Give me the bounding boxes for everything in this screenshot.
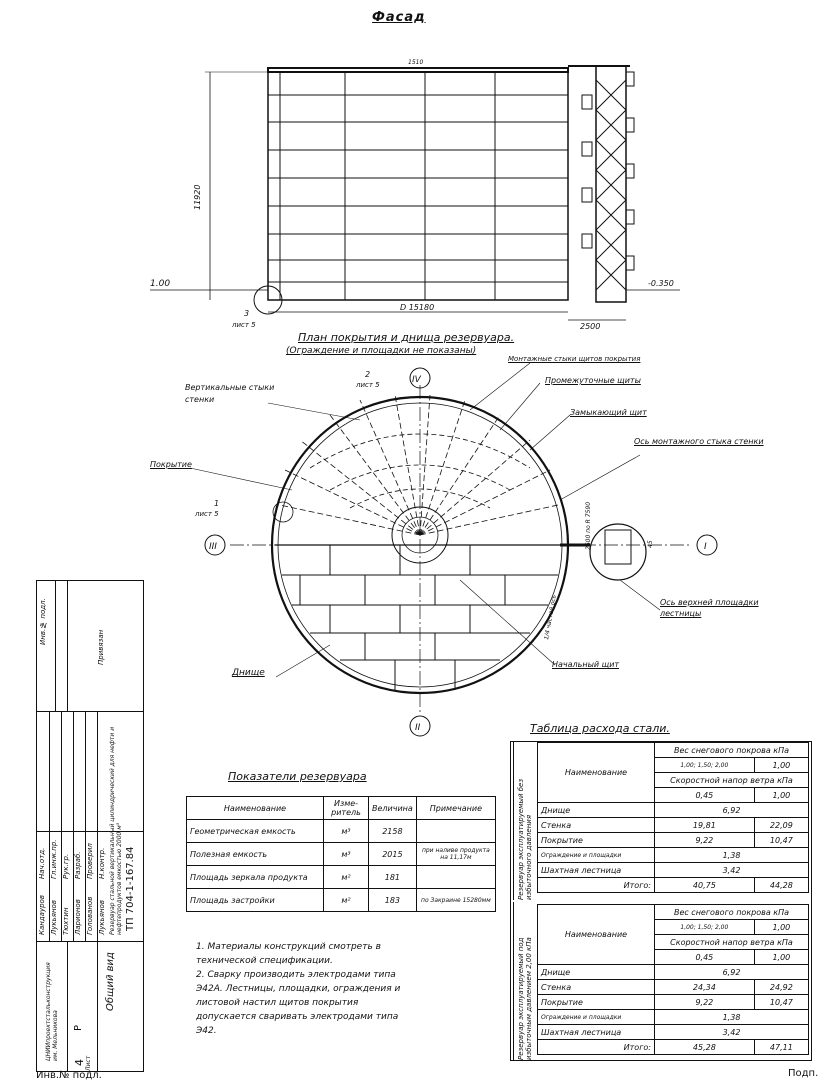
table-row (538, 1010, 809, 1025)
sheet-title: Общий вид (105, 952, 116, 1011)
role: Гл.инж.пр. (50, 839, 58, 879)
name: Голованов (86, 896, 94, 935)
label-axis-platform: Ось верхней площадки лестницы (660, 598, 759, 618)
header-unit: Изме- ритель (324, 797, 369, 820)
steel-snow-header: Вес снегового покрова кПа (655, 743, 809, 758)
steel-name-header: Наименование (538, 743, 655, 803)
title-block (36, 580, 144, 1072)
row-unit: м³ (324, 843, 369, 866)
row-value: 6,92 (655, 965, 809, 980)
label-intermediate: Промежуточные щиты (545, 376, 641, 385)
name: Лукьянов (98, 900, 106, 935)
label-vertical-joints: Вертикальные стыки стенки (185, 383, 275, 404)
label-axis-joint: Ось монтажного стыка стенки (634, 437, 764, 446)
steel-wind-a: 0,45 (655, 950, 755, 965)
row-unit: м³ (324, 820, 369, 843)
steel-name-header: Наименование (538, 905, 655, 965)
table-row (538, 995, 809, 1010)
table-row (538, 803, 809, 818)
name: Лукьянов (50, 900, 58, 935)
table-row (538, 1040, 809, 1055)
title-block-top (37, 581, 143, 712)
facade-elevation (150, 66, 680, 320)
row-value: 6,92 (655, 803, 809, 818)
header-value: Величина (369, 797, 417, 820)
steel-side-label-2: Резервуар эксплуатируемый под избыточным давлением 2,00 кПа (513, 902, 536, 1060)
plan-node-sheet: лист 5 (195, 510, 219, 518)
steel-wind-a: 0,45 (655, 788, 755, 803)
row-value-b: 24,92 (754, 980, 808, 995)
row-value: 181 (369, 866, 417, 889)
total-a: 45,28 (655, 1040, 755, 1055)
table-header-row (187, 797, 496, 820)
row-unit: м² (324, 889, 369, 912)
row-name: Площадь зеркала продукта (187, 866, 324, 889)
row-value-b: 10,47 (754, 995, 808, 1010)
table-row (538, 878, 809, 893)
col-sheet: Лист (85, 1055, 92, 1071)
steel-snow-a: 1,00; 1,50; 2,00 (655, 920, 755, 935)
axis-label-3: III (209, 542, 217, 552)
label-bottom: Днище (232, 668, 265, 678)
steel-snow-header: Вес снегового покрова кПа (655, 905, 809, 920)
label-roof: Покрытие (150, 460, 192, 469)
row-name: Стенка (538, 818, 655, 833)
row-value-a: 19,81 (655, 818, 755, 833)
facade-callout-num: 3 (244, 309, 250, 318)
steel-wind-header: Скоростной напор ветра кПа (655, 935, 809, 950)
row-value: 2015 (369, 843, 417, 866)
stage-value: Р (73, 1024, 84, 1031)
inv-label: Инв.№ подл. (39, 598, 47, 645)
steel-wind-b: 1,00 (754, 788, 808, 803)
table-row (538, 848, 809, 863)
label-start-shield: Начальный щит (552, 660, 620, 669)
row-value-a: 9,22 (655, 833, 755, 848)
axis-label-4: IV (412, 375, 421, 385)
table-row (187, 820, 496, 843)
doc-code: ТП 704-1-167.84 (125, 846, 136, 931)
facade-level-left: 1.00 (150, 279, 171, 289)
row-name: Полезная емкость (187, 843, 324, 866)
plan-node-ref: 1 (214, 499, 220, 508)
table-row (538, 965, 809, 980)
steel-side-label-1: Резервуар эксплуатируемый без избыточного давления (513, 742, 536, 900)
row-name: Стенка (538, 980, 655, 995)
row-name: Шахтная лестница (538, 1025, 655, 1040)
org-name: ЦНИИпроектстальконструкция им. Мельникова (45, 962, 59, 1061)
plan-view (190, 363, 717, 736)
label-mounting-joints: Монтажные стыки щитов покрытия (508, 355, 641, 363)
plan-cut-ref: 2 (365, 370, 371, 379)
plan-dim-unit: 1/4 частей ось (543, 594, 558, 641)
footer-left-label: Инв.№ подл. (36, 1070, 102, 1081)
role: Н.контр. (98, 847, 106, 879)
row-name: Площадь застройки (187, 889, 324, 912)
steel-table (510, 741, 812, 1061)
row-note: по Закраине 15280мм (416, 889, 495, 912)
row-value: 3,42 (655, 1025, 809, 1040)
row-name: Геометрическая емкость (187, 820, 324, 843)
table-row (187, 889, 496, 912)
table-row (187, 843, 496, 866)
row-value: 183 (369, 889, 417, 912)
row-value: 3,42 (655, 863, 809, 878)
copy-label: Привязан (97, 629, 105, 665)
facade-level-right: -0.350 (648, 279, 674, 288)
row-name: Ограждение и площадки (538, 1010, 655, 1025)
steel-block-2 (537, 904, 809, 1055)
steel-snow-b: 1,00 (754, 758, 808, 773)
row-value: 2158 (369, 820, 417, 843)
role: Разраб. (74, 851, 82, 879)
plan-dim-2600: 2600 по R 7590 (585, 501, 592, 550)
row-value-b: 10,47 (754, 833, 808, 848)
notes-block (196, 940, 421, 1038)
total-b: 47,11 (754, 1040, 808, 1055)
row-name: Днище (538, 803, 655, 818)
name: Тюхтин (62, 907, 70, 935)
total-b: 44,28 (754, 878, 808, 893)
label-closing: Замыкающий щит (570, 408, 647, 417)
steel-snow-a: 1,00; 1,50; 2,00 (655, 758, 755, 773)
facade-callout-sheet: лист 5 (232, 321, 256, 329)
total-label: Итого: (538, 1040, 655, 1055)
total-label: Итого: (538, 878, 655, 893)
facade-top-dim: 1510 (408, 59, 424, 66)
sheet-number: 4 (73, 1059, 86, 1066)
footer-right-label: Подп. (788, 1068, 819, 1079)
row-name: Покрытие (538, 833, 655, 848)
steel-title: Таблица расхода стали. (530, 722, 670, 735)
indicators-title: Показатели резервуара (228, 770, 367, 783)
facade-diameter-dim: D 15180 (400, 303, 435, 312)
row-value-a: 24,34 (655, 980, 755, 995)
steel-wind-header: Скоростной напор ветра кПа (655, 773, 809, 788)
facade-title: Фасад (372, 10, 426, 25)
row-name: Покрытие (538, 995, 655, 1010)
role: Рук.гр. (62, 853, 70, 879)
doc-description: Резервуар стальной вертикальный цилиндрический для нефти и нефтепродуктов емкостью 2000 м³ (109, 726, 123, 935)
axis-label-1: I (704, 542, 707, 552)
facade-offset-dim: 2500 (580, 322, 601, 331)
note-1: 1. Материалы конструкций смотреть в технической спецификации. (196, 942, 381, 966)
role: Проверил (86, 843, 94, 879)
plan-title: План покрытия и днища резервуара. (298, 331, 515, 344)
role: Нач.отд. (38, 847, 46, 879)
table-row (538, 833, 809, 848)
name: Ларионов (74, 899, 82, 935)
row-value: 1,38 (655, 848, 809, 863)
header-note: Примечание (416, 797, 495, 820)
table-row (538, 863, 809, 878)
table-row (538, 980, 809, 995)
row-name: Днище (538, 965, 655, 980)
steel-snow-b: 1,00 (754, 920, 808, 935)
row-value-a: 9,22 (655, 995, 755, 1010)
plan-dim-small: 45 (647, 540, 654, 548)
table-row (538, 818, 809, 833)
row-note: при наливе продукта на 11,17м (416, 843, 495, 866)
steel-block-1 (537, 742, 809, 893)
table-row (538, 1025, 809, 1040)
row-note (416, 866, 495, 889)
row-name: Шахтная лестница (538, 863, 655, 878)
row-unit: м² (324, 866, 369, 889)
header-name: Наименование (187, 797, 324, 820)
name: Кандауров (38, 895, 46, 935)
row-value: 1,38 (655, 1010, 809, 1025)
plan-subtitle: (Ограждение и площадки не показаны) (286, 346, 477, 356)
total-a: 40,75 (655, 878, 755, 893)
axis-label-2: II (415, 723, 421, 733)
table-row (187, 866, 496, 889)
row-value-b: 22,09 (754, 818, 808, 833)
note-2: 2. Сварку производить электродами типа Э42А. Лестницы, площадки, ограждения и листовой настил щитов покрытия допускается сваривать электродами типа Э42. (196, 970, 401, 1036)
row-name: Ограждение и площадки (538, 848, 655, 863)
steel-wind-b: 1,00 (754, 950, 808, 965)
facade-height-dim: 11920 (193, 184, 202, 210)
plan-cut-sheet: лист 5 (356, 381, 380, 389)
indicators-table (186, 796, 496, 912)
row-note (416, 820, 495, 843)
